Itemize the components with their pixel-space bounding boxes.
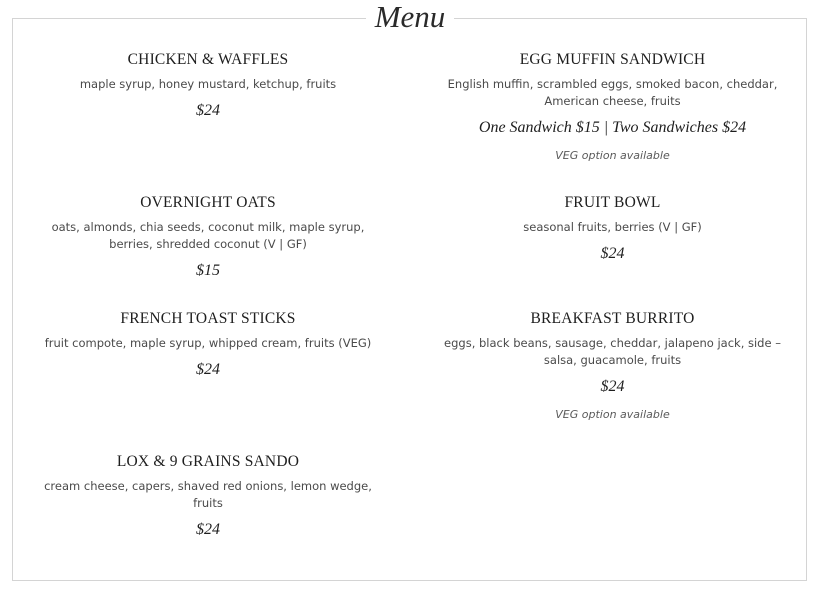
item-name: FRUIT BOWL: [564, 194, 661, 211]
item-name: EGG MUFFIN SANDWICH: [519, 51, 706, 68]
menu-item-overnight-oats: [40, 193, 376, 281]
item-description-line: oats, almonds, chia seeds, coconut milk, maple syrup,: [51, 220, 365, 234]
item-description: seasonal fruits, berries (V | GF): [523, 220, 702, 234]
item-name: BREAKFAST BURRITO: [530, 310, 695, 327]
item-description-line: American cheese, fruits: [544, 94, 681, 108]
item-price: One Sandwich $15 | Two Sandwiches $24: [478, 119, 747, 136]
item-description: maple syrup, honey mustard, ketchup, fruits: [79, 77, 337, 91]
menu-item-lox-sando: [40, 452, 376, 540]
menu-item-breakfast-burrito: [440, 309, 785, 423]
item-description: fruit compote, maple syrup, whipped cream, fruits (VEG): [44, 336, 372, 350]
item-description-line: berries, shredded coconut (V | GF): [109, 237, 307, 251]
item-description-line: salsa, guacamole, fruits: [543, 353, 682, 367]
item-description: [40, 478, 376, 512]
item-description-line: cream cheese, capers, shaved red onions, lemon wedge,: [44, 479, 372, 493]
item-description: [440, 76, 785, 110]
item-description-line: fruits: [193, 496, 223, 510]
menu-item-egg-muffin-sandwich: [440, 50, 785, 164]
item-name: FRENCH TOAST STICKS: [120, 310, 296, 327]
item-price: $24: [600, 378, 625, 395]
item-description-line: English muffin, scrambled eggs, smoked bacon, cheddar,: [447, 77, 778, 91]
item-price: $24: [600, 245, 625, 262]
item-note: VEG option available: [555, 408, 670, 421]
item-price: $24: [196, 521, 220, 538]
item-price: $24: [196, 102, 220, 119]
item-price: $15: [196, 262, 220, 279]
item-price: $24: [196, 361, 220, 378]
menu-title: Menu: [366, 0, 454, 36]
item-name: CHICKEN & WAFFLES: [127, 51, 289, 68]
item-name: LOX & 9 GRAINS SANDO: [116, 453, 300, 470]
menu-item-fruit-bowl: [440, 193, 785, 264]
item-description: [440, 335, 785, 369]
item-name: OVERNIGHT OATS: [140, 194, 276, 211]
item-description: [40, 219, 376, 253]
menu-item-chicken-waffles: [40, 50, 376, 121]
item-description-line: eggs, black beans, sausage, cheddar, jalapeno jack, side –: [444, 336, 781, 350]
menu-item-french-toast-sticks: [40, 309, 376, 380]
item-note: VEG option available: [555, 149, 670, 162]
